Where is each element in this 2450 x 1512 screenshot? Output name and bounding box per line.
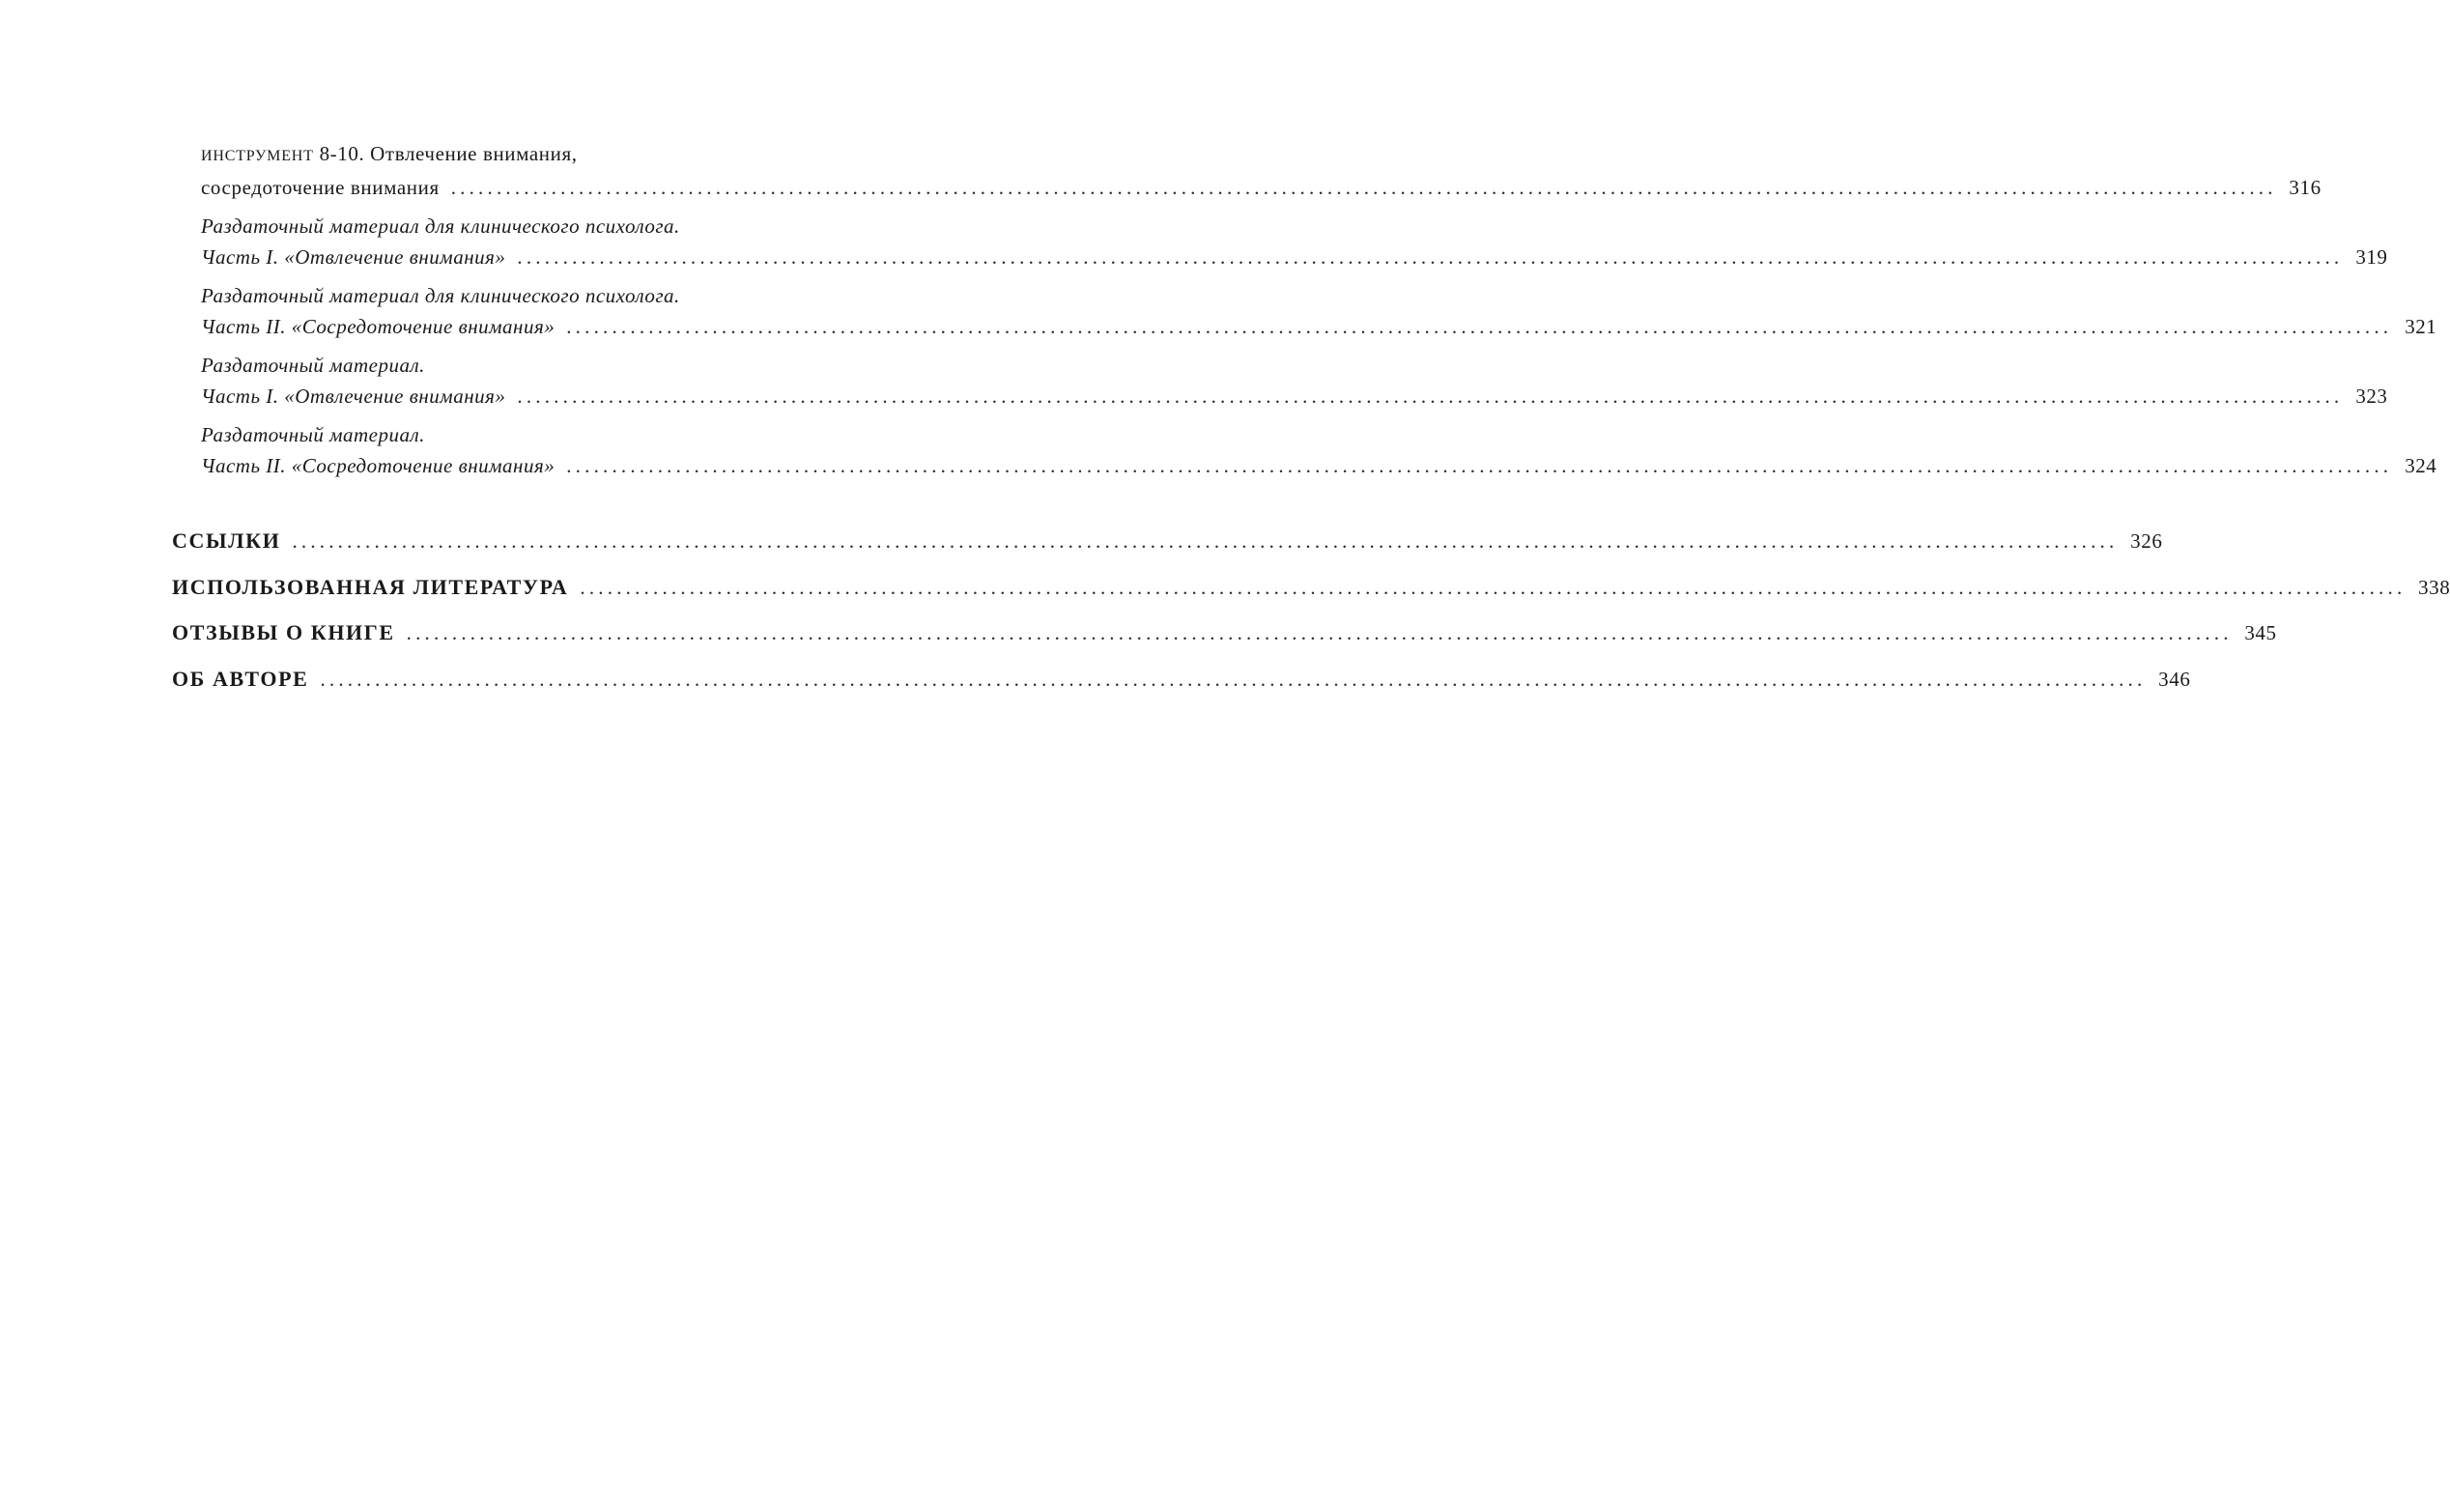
page-number: 323	[2355, 385, 2388, 408]
toc-subentry-handout-clinician-part1[interactable]	[201, 211, 2388, 272]
dot-leader: ........................................................................................................................................................................................................	[450, 176, 2277, 199]
entry-title-line2	[201, 172, 2322, 203]
dot-leader: ........................................................................................................................................................................................................	[320, 667, 2147, 691]
dot-leader: ........................................................................................................................................................................................................	[517, 385, 2344, 408]
entry-title-line1: Раздаточный материал для клинического психолога.	[201, 214, 680, 238]
section-title: ОТЗЫВЫ О КНИГЕ	[172, 620, 395, 644]
dot-leader: ........................................................................................................................................................................................................	[566, 315, 2393, 338]
entry-title-line1: Раздаточный материал.	[201, 354, 425, 377]
page-number: 345	[2244, 621, 2277, 644]
toc-section-references[interactable]	[172, 526, 2163, 556]
entry-title-continued: Часть II. «Сосредоточение внимания»	[201, 315, 556, 338]
entry-prefix: ИНСТРУМЕНТ	[201, 148, 314, 164]
toc-subentry-handout-part1[interactable]	[201, 350, 2388, 412]
toc-subentry-handout-clinician-part2[interactable]	[201, 280, 2437, 342]
page-number: 338	[2418, 575, 2450, 599]
toc-sections	[172, 526, 2450, 695]
dot-leader: ........................................................................................................................................................................................................	[580, 575, 2407, 599]
entry-title-continued: Часть I. «Отвлечение внимания»	[201, 245, 506, 269]
entry-title-line2	[201, 311, 2437, 342]
page-number: 326	[2130, 529, 2163, 553]
toc-subentry-handout-part2[interactable]	[201, 419, 2437, 481]
toc-section-bibliography[interactable]	[172, 572, 2450, 603]
entry-title-continued: Часть II. «Сосредоточение внимания»	[201, 454, 556, 477]
entry-title-continued: сосредоточение внимания	[201, 176, 440, 199]
dot-leader: ........................................................................................................................................................................................................	[292, 529, 2119, 553]
page-number: 346	[2158, 667, 2191, 691]
toc-section-about-author[interactable]	[172, 664, 2191, 695]
entry-title: 8-10. Отвлечение внимания,	[313, 142, 578, 165]
section-title: ОБ АВТОРЕ	[172, 666, 309, 691]
section-title: ССЫЛКИ	[172, 528, 281, 553]
entry-title-line2	[201, 242, 2388, 272]
page-number: 319	[2355, 245, 2388, 269]
table-of-contents	[172, 138, 2450, 695]
page-number: 324	[2405, 454, 2437, 477]
dot-leader: ........................................................................................................................................................................................................	[566, 454, 2393, 477]
entry-title-line1: Раздаточный материал для клинического психолога.	[201, 284, 680, 307]
dot-leader: ........................................................................................................................................................................................................	[517, 245, 2344, 269]
entry-title-line1	[201, 138, 1039, 172]
page-number: 316	[2289, 176, 2322, 199]
page-number: 321	[2405, 315, 2437, 338]
entry-title-line1: Раздаточный материал.	[201, 423, 425, 446]
dot-leader: ........................................................................................................................................................................................................	[406, 621, 2233, 644]
entry-title-continued: Часть I. «Отвлечение внимания»	[201, 385, 506, 408]
entry-title-line2	[201, 381, 2388, 412]
entry-title-line2	[201, 450, 2437, 481]
toc-section-reviews[interactable]	[172, 617, 2277, 648]
toc-subentry-tool-8-10[interactable]	[201, 138, 2322, 203]
section-title: ИСПОЛЬЗОВАННАЯ ЛИТЕРАТУРА	[172, 574, 569, 599]
